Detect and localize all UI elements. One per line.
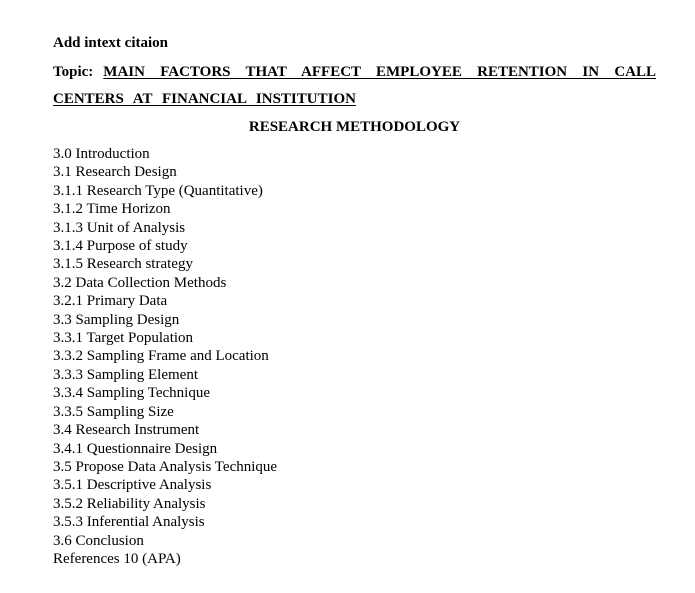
outline-item: 3.1 Research Design [53, 164, 177, 181]
outline-item: 3.1.3 Unit of Analysis [53, 219, 186, 236]
outline-item: References 10 (APA) [53, 550, 181, 567]
topic-line [53, 59, 656, 113]
outline-item: 3.4.1 Questionnaire Design [53, 440, 218, 457]
topic-label: Topic: [53, 64, 94, 80]
outline-item: 3.1.2 Time Horizon [53, 201, 171, 218]
section-heading: RESEARCH METHODOLOGY [248, 119, 461, 135]
outline-item: 3.6 Conclusion [53, 532, 144, 549]
outline-item: 3.5 Propose Data Analysis Technique [53, 458, 278, 475]
outline-item: 3.3.3 Sampling Element [53, 366, 198, 383]
document-page [53, 33, 656, 568]
outline-item: 3.2 Data Collection Methods [53, 274, 227, 291]
outline-item: 3.3 Sampling Design [53, 311, 180, 328]
outline-item: 3.5.1 Descriptive Analysis [53, 477, 212, 494]
outline-item: 3.1.4 Purpose of study [53, 238, 188, 255]
outline-item: 3.5.2 Reliability Analysis [53, 495, 206, 512]
outline-item: 3.3.5 Sampling Size [53, 403, 174, 420]
instruction-text: Add intext citaion [53, 35, 169, 51]
outline-item: 3.5.3 Inferential Analysis [53, 514, 205, 531]
outline-item: 3.2.1 Primary Data [53, 293, 168, 310]
outline-list [53, 145, 656, 568]
outline-item: 3.1.1 Research Type (Quantitative) [53, 182, 263, 199]
outline-item: 3.0 Introduction [53, 146, 150, 162]
outline-item: 3.1.5 Research strategy [53, 256, 193, 273]
outline-item: 3.3.4 Sampling Technique [53, 385, 210, 402]
topic-title: MAIN FACTORS THAT AFFECT EMPLOYEE RETENTION IN CALL CENTERS AT FINANCIAL INSTITUTION [53, 64, 656, 107]
outline-item: 3.3.2 Sampling Frame and Location [53, 348, 269, 365]
outline-item: 3.4 Research Instrument [53, 422, 200, 439]
outline-item: 3.3.1 Target Population [53, 330, 194, 347]
